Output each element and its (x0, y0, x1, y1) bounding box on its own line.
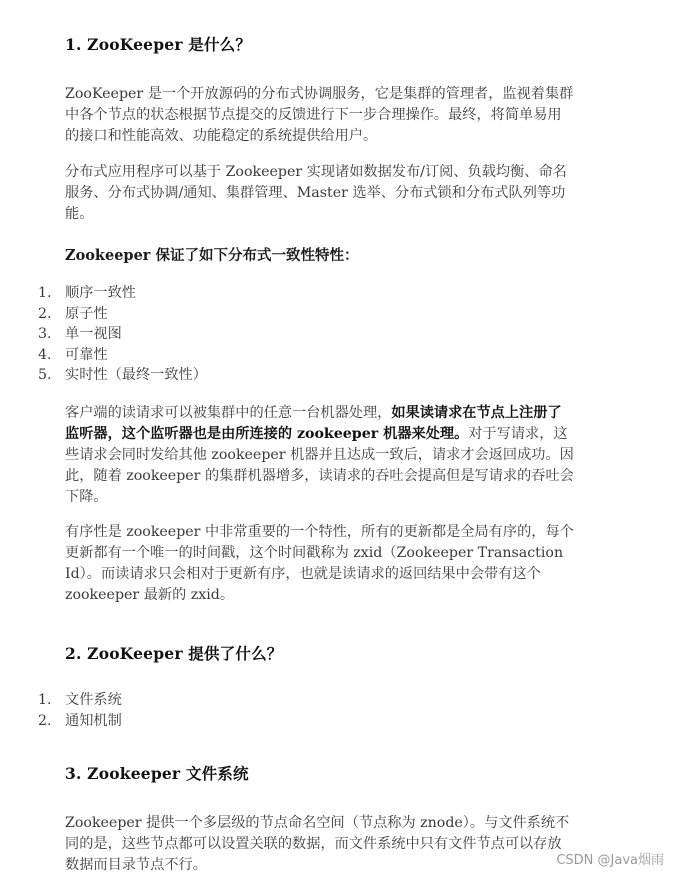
text-line: 下降。 (65, 489, 108, 505)
section-1-paragraph-2 (65, 162, 625, 225)
list-item: 2. 原子性 (38, 305, 108, 322)
text-line: 客户端的读请求可以被集群中的任意一台机器处理，如果读请求在节点上注册了 (65, 405, 562, 421)
list-item: 1. 顺序一致性 (38, 285, 136, 301)
text-line: Zookeeper 提供一个多层级的节点命名空间（节点称为 znode）。与文件系统不 (65, 815, 570, 831)
text-line: 的接口和性能高效、功能稳定的系统提供给用户。 (65, 128, 378, 144)
text-line: 同的是，这些节点都可以设置关联的数据，而文件系统中只有文件节点可以存放 (65, 836, 562, 852)
text-line: 些请求会同时发给其他 zookeeper 机器并且达成一致后，请求才会返回成功。因 (65, 447, 574, 463)
list-item: 4. 可靠性 (38, 346, 108, 363)
csdn-watermark: CSDN @Java烟雨 (556, 853, 664, 868)
bold-text: 监听器，这个监听器也是由所连接的 zookeeper 机器来处理。 (65, 426, 469, 442)
list-item: 2. 通知机制 (38, 712, 122, 729)
consistency-list (38, 283, 207, 386)
text-line: 服务、分布式协调/通知、集群管理、Master 选举、分布式锁和分布式队列等功 (65, 185, 566, 201)
list-item: 3. 单一视图 (38, 326, 122, 343)
text-line: zookeeper 最新的 zxid。 (65, 587, 235, 603)
text-line: 中各个节点的状态根据节点提交的反馈进行下一步合理操作。最终，将简单易用 (65, 107, 562, 123)
text-line: 数据而目录节点不行。 (65, 857, 207, 873)
section-2-heading: 2. ZooKeeper 提供了什么？ (65, 644, 283, 663)
text-line: 能。 (65, 206, 94, 222)
text-line: 有序性是 zookeeper 中非常重要的一个特性，所有的更新都是全局有序的，每个 (65, 524, 574, 540)
read-request-paragraph (65, 403, 625, 508)
ordering-paragraph (65, 522, 625, 606)
text-line: 此，随着 zookeeper 的集群机器增多，读请求的吞吐会提高但是写请求的吞吐会 (65, 468, 574, 484)
text-line: Id）。而读请求只会相对于更新有序，也就是读请求的返回结果中会带有这个 (65, 566, 541, 582)
text-line: 更新都有一个唯一的时间戳，这个时间戳称为 zxid（Zookeeper Transaction (65, 545, 564, 561)
section-1-heading: 1. ZooKeeper 是什么？ (65, 35, 252, 54)
list-item: 1. 文件系统 (38, 692, 122, 708)
section-3-heading: 3. Zookeeper 文件系统 (65, 764, 249, 783)
list-item: 5. 实时性（最终一致性） (38, 367, 207, 384)
text-line: ZooKeeper 是一个开放源码的分布式协调服务，它是集群的管理者，监视着集群 (65, 86, 574, 102)
section-1-paragraph-1 (65, 84, 625, 147)
text-line: 监听器，这个监听器也是由所连接的 zookeeper 机器来处理。对于写请求，这 (65, 426, 568, 442)
filesystem-paragraph (65, 813, 625, 876)
provides-list (38, 690, 122, 731)
consistency-subheading: Zookeeper 保证了如下分布式一致性特性： (65, 247, 359, 264)
bold-text: 如果读请求在节点上注册了 (391, 405, 562, 421)
text-line: 分布式应用程序可以基于 Zookeeper 实现诸如数据发布/订阅、负载均衡、命名 (65, 164, 567, 180)
